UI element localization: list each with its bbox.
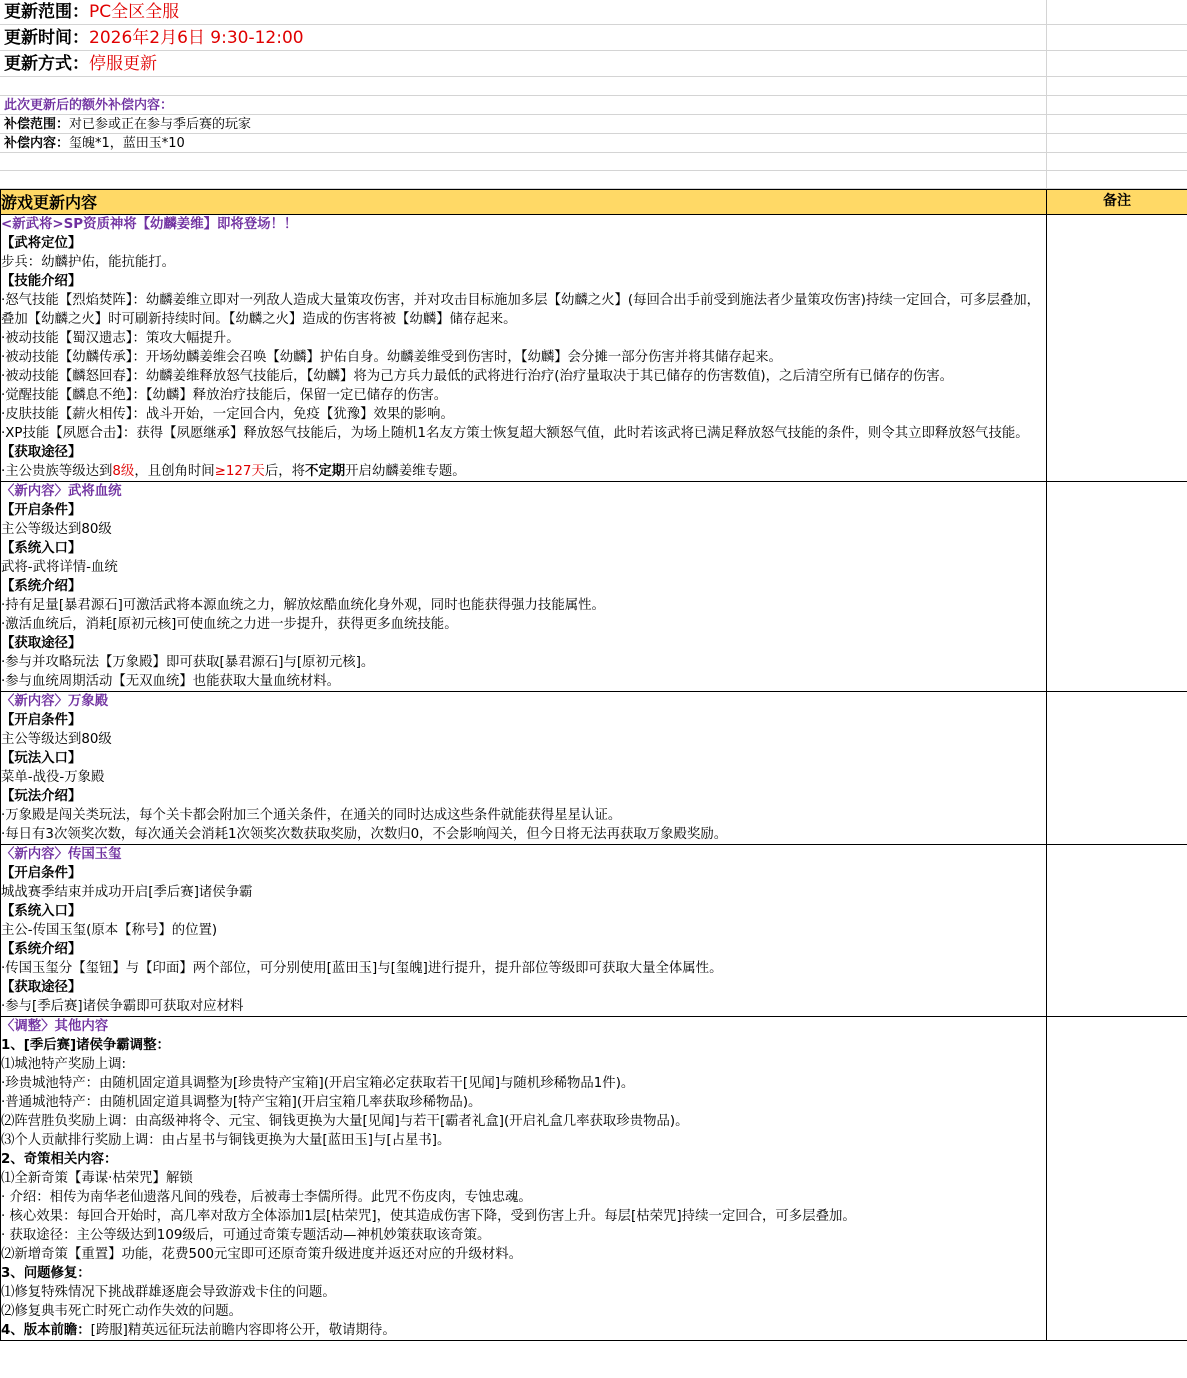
blank-row: [0, 153, 1187, 171]
remarks-cell: [1047, 1017, 1187, 1341]
section-title: 〈新内容〉武将血统: [1, 484, 122, 499]
compensation-content-row: [0, 134, 1187, 153]
table-row: [1, 1017, 1187, 1341]
compensation-content-label: 补偿内容：: [4, 136, 70, 151]
subheading: 【开启条件】: [1, 713, 82, 728]
table-row: [1, 692, 1187, 845]
text-line: ·传国玉玺分【玺钮】与【印面】两个部位，可分别使用[蓝田玉]与[玺魄]进行提升，提升部位等级即可获取大量全体属性。: [1, 961, 723, 976]
compensation-scope-value: 对已参或正在参与季后赛的玩家: [69, 117, 252, 132]
skill-line: ·皮肤技能【薪火相传】：战斗开始，一定回合内，免疫【犹豫】效果的影响。: [1, 407, 454, 422]
preview-line: [1, 1321, 1046, 1340]
skill-line: ·被动技能【麟怒回春】：幼麟姜维释放怒气技能后，【幼麟】将为己方兵力最低的武将进行治疗(治疗量取决于其已储存的伤害数值)，之后清空所有已储存的伤害。: [1, 369, 954, 384]
text-line: ⑵新增奇策【重置】功能，花费500元宝即可还原奇策升级进度并返还对应的升级材料。: [1, 1247, 523, 1262]
section-other-adjustments: [1, 1017, 1047, 1341]
text-fragment: 开启幼麟姜维专题。: [345, 464, 466, 479]
compensation-scope-label: 补偿范围：: [4, 117, 70, 132]
text-line: ⑴城池特产奖励上调:: [1, 1057, 127, 1072]
table-row: [1, 845, 1187, 1017]
text-line: ·珍贵城池特产：由随机固定道具调整为[珍贵特产宝箱](开启宝箱必定获取若干[见闻]与随机珍稀物品1件)。: [1, 1076, 635, 1091]
update-time-label: 更新时间：: [4, 28, 89, 48]
remarks-column-header: 备注: [1047, 190, 1187, 215]
skill-line: ·XP技能【夙愿合击】：获得【夙愿继承】释放怒气技能后，为场上随机1名友方策士恢复超大额怒气值，此时若该武将已满足释放怒气技能的条件，则令其立即释放怒气技能。: [1, 426, 1029, 441]
update-method-label: 更新方式：: [4, 54, 89, 74]
text-line: · 核心效果：每回合开始时，高几率对敌方全体添加1层[枯荣咒]，使其造成伤害下降，受到伤害上升。每层[枯荣咒]持续一定回合，可多层叠加。: [1, 1209, 856, 1224]
subheading: 【获取途径】: [1, 445, 82, 460]
skill-line: ·被动技能【幼麟传承】：开场幼麟姜维会召唤【幼麟】护佑自身。幼麟姜维受到伤害时，【幼麟】会分摊一部分伤害并将其储存起来。: [1, 350, 782, 365]
compensation-title: 此次更新后的额外补偿内容：: [4, 98, 174, 113]
text-line: ⑶个人贡献排行奖励上调：由占星书与铜钱更换为大量[蓝田玉]与[占星书]。: [1, 1133, 451, 1148]
compensation-title-row: [0, 96, 1187, 115]
subheading: 【系统入口】: [1, 541, 82, 556]
subheading: 3、问题修复：: [1, 1266, 91, 1281]
text-line: ⑴修复特殊情况下挑战群雄逐鹿会导致游戏卡住的问题。: [1, 1285, 336, 1300]
section-title: <新武将>SP资质神将【幼麟姜维】即将登场！！: [1, 217, 298, 232]
section-title: 〈新内容〉万象殿: [1, 694, 109, 709]
text-line: ⑴全新奇策【毒谋·枯荣咒】解锁: [1, 1171, 193, 1186]
update-time-value: 2026年2月6日 9:30-12:00: [89, 28, 304, 48]
text-line: ·普通城池特产：由随机固定道具调整为[特产宝箱](开启宝箱几率获取珍稀物品)。: [1, 1095, 482, 1110]
remarks-cell: [1047, 482, 1187, 692]
preview-label: 4、版本前瞻：: [1, 1323, 91, 1338]
text-line: 城战赛季结束并成功开启[季后赛]诸侯争霸: [1, 885, 253, 900]
text-line: ·参与[季后赛]诸侯争霸即可获取对应材料: [1, 999, 244, 1014]
skill-line: ·怒气技能【烈焰焚阵】：幼麟姜维立即对一列敌人造成大量策攻伤害，并对攻击目标施加多层【幼麟之火】(每回合出手前受到施法者少量策攻伤害)持续一定回合，可多层叠加，叠加【幼麟之火】时可刷新持续时间。【幼麟之火】造成的伤害将被【幼麟】储存起来。: [1, 293, 1041, 327]
table-header-row: [1, 190, 1187, 215]
table-row: [1, 482, 1187, 692]
text-line: · 获取途径：主公等级达到109级后，可通过奇策专题活动—神机妙策获取该奇策。: [1, 1228, 491, 1243]
table-row: [1, 215, 1187, 482]
content-column-header: 游戏更新内容: [1, 190, 1047, 215]
update-method-value: 停服更新: [89, 54, 157, 74]
subheading: 【技能介绍】: [1, 274, 82, 289]
skill-line: ·被动技能【蜀汉遗志】：策攻大幅提升。: [1, 331, 240, 346]
text-line: ·参与血统周期活动【无双血统】也能获取大量血统材料。: [1, 674, 341, 689]
update-content-table: [0, 189, 1187, 1341]
subheading: 【武将定位】: [1, 236, 82, 251]
text-line: 主公-传国玉玺(原本【称号】的位置): [1, 923, 218, 938]
section-title: 〈调整〉其他内容: [1, 1019, 109, 1034]
subheading: 【玩法入口】: [1, 751, 82, 766]
text-line: ⑵阵营胜负奖励上调：由高级神将令、元宝、铜钱更换为大量[见闻]与若干[霸者礼盒](开启礼盒几率获取珍贵物品)。: [1, 1114, 689, 1129]
preview-text: [跨服]精英远征玩法前瞻内容即将公开，敬请期待。: [90, 1323, 396, 1338]
highlight-level: 8级: [112, 464, 135, 479]
subheading: 【系统介绍】: [1, 579, 82, 594]
highlight-days: ≥127天: [214, 464, 265, 479]
subheading: 【获取途径】: [1, 980, 82, 995]
text-fragment: 后，将: [264, 464, 305, 479]
text-fragment: ，且创角时间: [134, 464, 215, 479]
text-line: ·持有足量[暴君源石]可激活武将本源血统之力，解放炫酷血统化身外观，同时也能获得强力技能属性。: [1, 598, 605, 613]
remarks-cell: [1047, 845, 1187, 1017]
section-imperial-seal: [1, 845, 1047, 1017]
text-line: ⑵修复典韦死亡时死亡动作失效的问题。: [1, 1304, 243, 1319]
text-line: ·万象殿是闯关类玩法，每个关卡都会附加三个通关条件，在通关的同时达成这些条件就能获得星星认证。: [1, 808, 622, 823]
blank-row: [0, 171, 1187, 189]
subheading: 【开启条件】: [1, 503, 82, 518]
text-line: ·每日有3次领奖次数，每次通关会消耗1次领奖次数获取奖励，次数归0，不会影响闯关，但今日将无法再获取万象殿奖励。: [1, 827, 728, 842]
update-scope-value: PC全区全服: [89, 2, 180, 22]
section-bloodline: [1, 482, 1047, 692]
text-line: ·参与并攻略玩法【万象殿】即可获取[暴君源石]与[原初元核]。: [1, 655, 375, 670]
subheading: 【系统介绍】: [1, 942, 82, 957]
remarks-cell: [1047, 692, 1187, 845]
blank-row: [0, 77, 1187, 96]
subheading: 【开启条件】: [1, 866, 82, 881]
update-scope-row: [0, 0, 1187, 25]
text-line: ·激活血统后，消耗[原初元核]可使血统之力进一步提升，获得更多血统技能。: [1, 617, 458, 632]
compensation-scope-row: [0, 115, 1187, 134]
text-line: 菜单-战役-万象殿: [1, 770, 105, 785]
subheading: 1、[季后赛]诸侯争霸调整：: [1, 1038, 170, 1053]
compensation-content-value: 玺魄*1，蓝田玉*10: [69, 136, 185, 151]
text-line: · 介绍：相传为南华老仙遗落凡间的残卷，后被毒士李儒所得。此咒不伤皮肉，专蚀忠魂。: [1, 1190, 532, 1205]
update-scope-label: 更新范围：: [4, 2, 89, 22]
section-new-general: [1, 215, 1047, 482]
text-line: 武将-武将详情-血统: [1, 560, 118, 575]
update-time-row: [0, 26, 1187, 51]
section-wanxiang-hall: [1, 692, 1047, 845]
subheading: 【获取途径】: [1, 636, 82, 651]
subheading: 2、奇策相关内容：: [1, 1152, 118, 1167]
section-title: 〈新内容〉传国玉玺: [1, 847, 122, 862]
update-method-row: [0, 52, 1187, 77]
text-line: 主公等级达到80级: [1, 732, 112, 747]
remarks-cell: [1047, 215, 1187, 482]
text-line: 步兵：幼麟护佑，能抗能打。: [1, 255, 176, 270]
highlight-irregular: 不定期: [305, 464, 346, 479]
subheading: 【系统入口】: [1, 904, 82, 919]
subheading: 【玩法介绍】: [1, 789, 82, 804]
acquisition-line: [1, 462, 1046, 481]
text-fragment: ·主公贵族等级达到: [1, 464, 113, 479]
text-line: 主公等级达到80级: [1, 522, 112, 537]
skill-line: ·觉醒技能【麟息不绝】：【幼麟】释放治疗技能后，保留一定已储存的伤害。: [1, 388, 448, 403]
